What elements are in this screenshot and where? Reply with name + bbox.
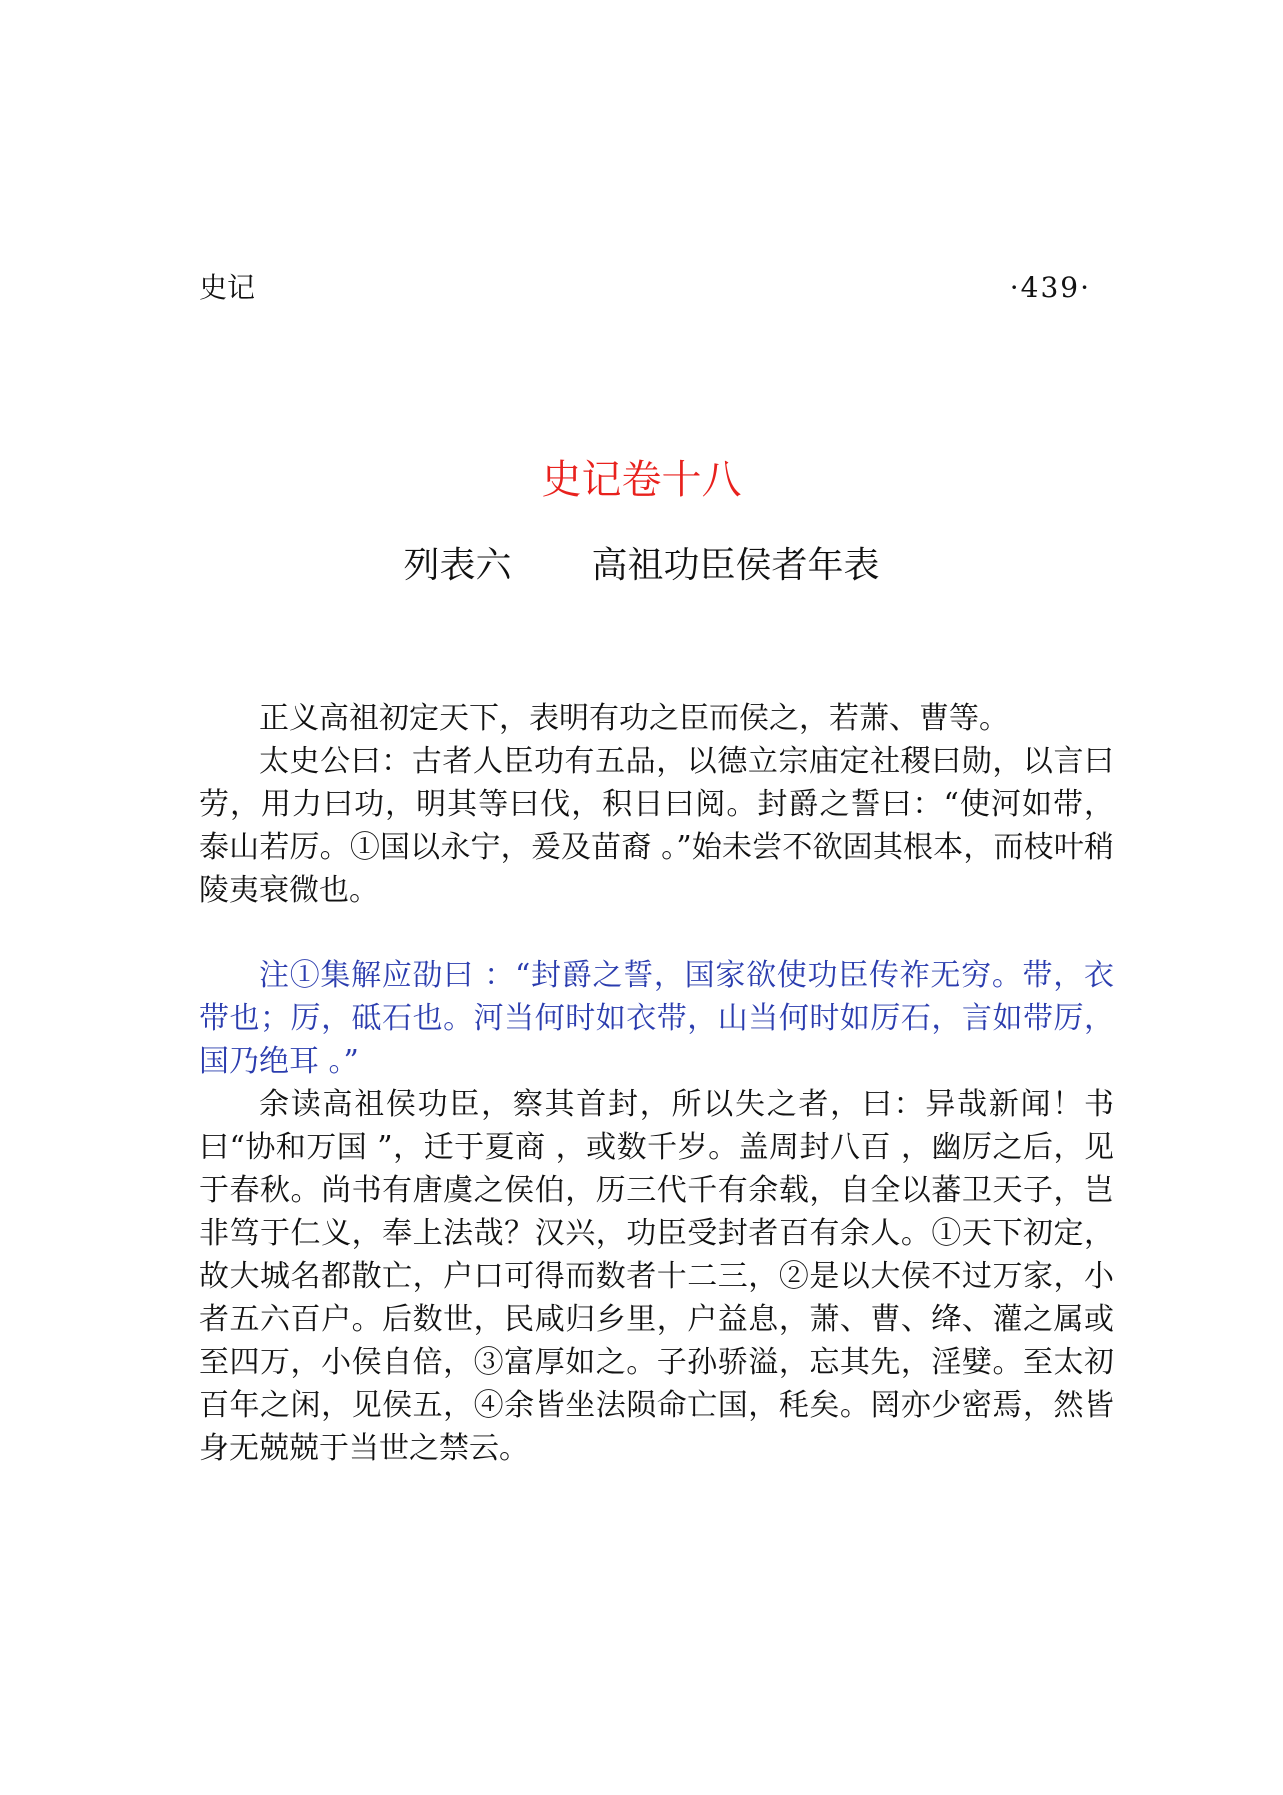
paragraph-yudu: 余读高祖侯功臣，察其首封，所以失之者，曰：异哉新闻！书曰“协和万国 ”，迁于夏商 ，或数千岁。盖周封八百 ，幽厉之后，见于春秋。尚书有唐虞之侯伯，历三代千有余载，自全以蕃卫天子，岂非笃于仁义，奉上法哉？汉兴，功臣受封者百有余人。①天下初定，故大城名都散亡，户口可得而数者十二三，②是以大侯不过万家，小者五六百户。后数世，民咸归乡里，户益息，萧、曹、绛、灌之属或至四万，小侯自倍，③富厚如之。子孙骄溢，忘其先，淫嬖。至太初百年之闲，见侯五，④余皆坐法陨命亡国，秏矣。罔亦少密焉，然皆身无兢兢于当世之禁云。 [199, 1087, 1114, 1466]
chapter-subtitle [0, 536, 1283, 596]
body-text [199, 697, 1114, 1470]
running-header [199, 268, 1091, 308]
subtitle-name: 高祖功臣侯者年表 [591, 545, 880, 586]
paragraph-zhengyi: 正义高祖初定天下，表明有功之臣而侯之，若萧、曹等。 [259, 701, 1009, 736]
page-number: ·439· [1009, 271, 1091, 304]
running-title: 史记 [199, 271, 256, 304]
chapter-title: 史记卷十八 [541, 457, 742, 503]
paragraph-taishigong: 太史公曰：古者人臣功有五品，以德立宗庙定社稷曰勋，以言曰劳，用力曰功，明其等曰伐，积日曰阅。封爵之誓曰：“使河如带，泰山若厉。①国以永宁，爰及苗裔 。”始未尝不欲固其根本，而枝叶稍陵夷衰微也。 [199, 744, 1114, 908]
subtitle-section: 列表六 [403, 545, 512, 586]
annotation-note: 注①集解应劭曰 ：“封爵之誓，国家欲使功臣传祚无穷。带，衣带也；厉，砥石也。河当何时如衣带，山当何时如厉石，言如带厉，国乃绝耳 。” [199, 958, 1114, 1079]
